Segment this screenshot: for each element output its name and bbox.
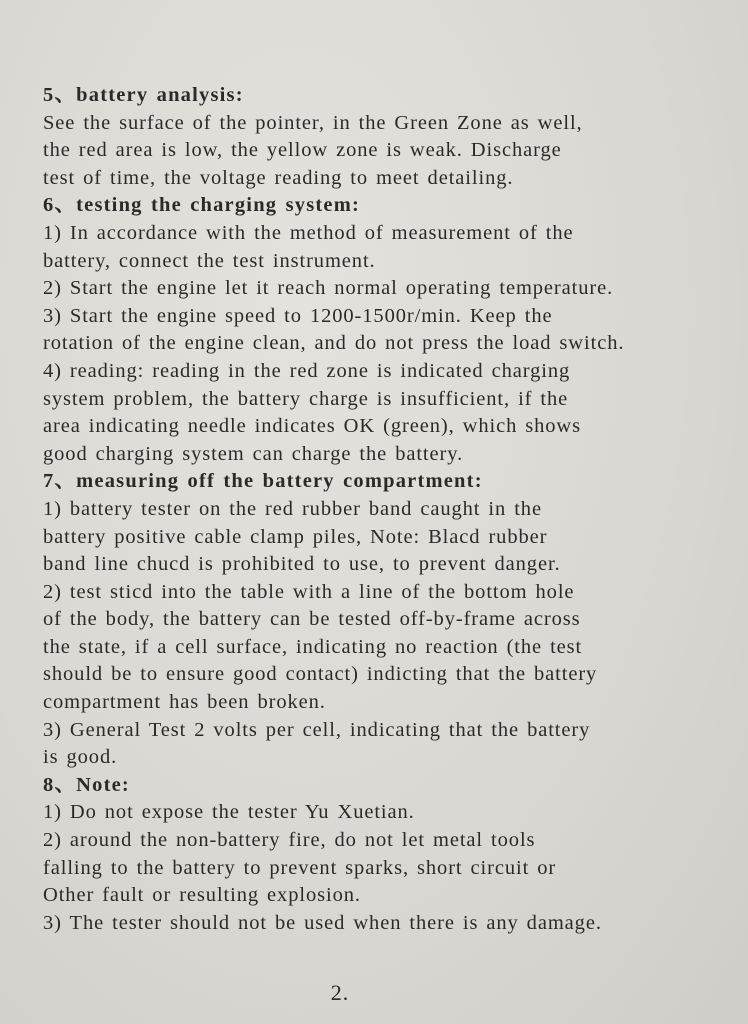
text-line: 2) test sticd into the table with a line of the bottom hole xyxy=(43,580,575,603)
text-line: battery positive cable clamp piles, Note: Blacd rubber xyxy=(43,525,548,548)
text-line: 4) reading: reading in the red zone is indicated charging xyxy=(43,359,571,382)
text-line: rotation of the engine clean, and do not press the load switch. xyxy=(43,332,625,355)
section-heading: 5、battery analysis: xyxy=(43,84,244,106)
text-line: Other fault or resulting explosion. xyxy=(43,884,361,907)
text-line: See the surface of the pointer, in the Green Zone as well, xyxy=(43,111,583,134)
text-line: should be to ensure good contact) indicting that the battery xyxy=(43,663,598,686)
text-line: 1) Do not expose the tester Yu Xuetian. xyxy=(43,801,415,824)
text-line: is good. xyxy=(43,746,118,769)
text-line: system problem, the battery charge is insufficient, if the xyxy=(43,387,569,410)
text-line: of the body, the battery can be tested off-by-frame across xyxy=(43,608,581,631)
section-heading: 6、testing the charging system: xyxy=(43,194,361,217)
text-line: the red area is low, the yellow zone is weak. Discharge xyxy=(43,139,562,162)
text-line: 3) Start the engine speed to 1200-1500r/min. Keep the xyxy=(43,304,553,327)
page-number: 2. xyxy=(330,980,350,1005)
text-line: battery, connect the test instrument. xyxy=(43,249,376,272)
text-line: falling to the battery to prevent sparks, short circuit or xyxy=(43,856,557,879)
text-line: 3) General Test 2 volts per cell, indicating that the battery xyxy=(43,718,591,741)
text-line: 2) Start the engine let it reach normal operating temperature. xyxy=(43,277,614,300)
text-line: 3) The tester should not be used when there is any damage. xyxy=(43,911,602,934)
text-line: the state, if a cell surface, indicating no reaction (the test xyxy=(43,635,583,658)
text-line: 2) around the non-battery fire, do not let metal tools xyxy=(43,829,536,852)
text-line: band line chucd is prohibited to use, to prevent danger. xyxy=(43,553,561,576)
section-heading: 7、measuring off the battery compartment: xyxy=(43,470,483,493)
text-line: good charging system can charge the battery. xyxy=(43,442,464,465)
document-body xyxy=(43,82,703,937)
text-line: compartment has been broken. xyxy=(43,691,326,714)
text-line: 1) In accordance with the method of measurement of the xyxy=(43,221,574,244)
text-line: area indicating needle indicates OK (green), which shows xyxy=(43,415,582,438)
text-line: test of time, the voltage reading to meet detailing. xyxy=(43,166,514,189)
section-heading: 8、Note: xyxy=(43,773,130,796)
text-line: 1) battery tester on the red rubber band caught in the xyxy=(43,497,542,520)
